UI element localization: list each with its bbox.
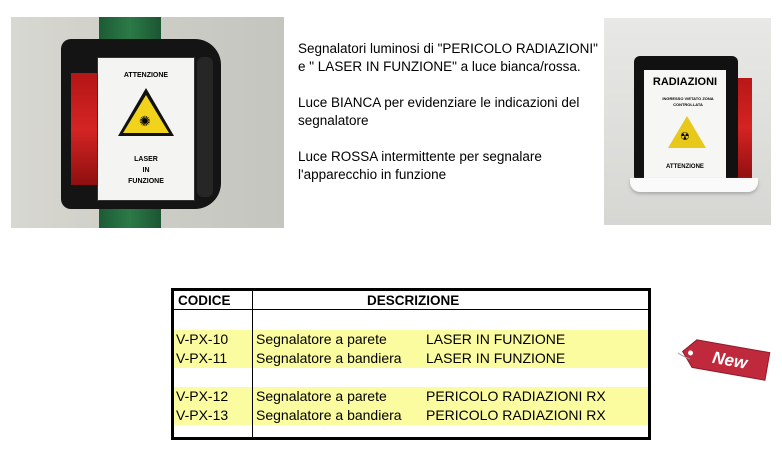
laser-symbol-icon: ✺ — [139, 113, 151, 129]
laser-warning-card — [97, 57, 195, 201]
device-base — [630, 178, 758, 192]
column-header-description: DESCRIZIONE — [367, 293, 460, 308]
product-label: LASER IN FUNZIONE — [426, 331, 566, 347]
product-label: PERICOLO RADIAZIONI RX — [426, 407, 606, 423]
product-label: PERICOLO RADIAZIONI RX — [426, 388, 606, 404]
table-row — [174, 330, 648, 349]
table-row — [174, 406, 648, 425]
card-subtitle: INGRESSO VIETATO ZONA CONTROLLATA — [662, 96, 714, 107]
card-footer: ATTENZIONE — [666, 164, 704, 170]
header-divider — [174, 309, 648, 310]
product-type: Segnalatore a parete — [256, 331, 387, 347]
table-row — [174, 387, 648, 406]
card-title: ATTENZIONE — [123, 72, 169, 79]
card-caption: LASER IN FUNZIONE — [128, 156, 164, 185]
product-photo-laser — [11, 17, 284, 228]
description-paragraph: Luce ROSSA intermittente per segnalare l'apparecchio in funzione — [298, 149, 542, 182]
description-paragraph: Segnalatori luminosi di "PERICOLO RADIAZIONI" e " LASER IN FUNZIONE" a luce bianca/rossa. — [298, 41, 598, 74]
table-row — [174, 349, 648, 368]
product-description — [298, 40, 603, 202]
radiation-warning-card — [644, 70, 726, 178]
product-code: V-PX-12 — [176, 388, 229, 404]
device-side-grip — [197, 57, 213, 197]
card-title: RADIAZIONI — [652, 76, 718, 88]
product-code-table — [171, 288, 651, 440]
product-code: V-PX-13 — [176, 407, 229, 423]
product-code: V-PX-10 — [176, 331, 229, 347]
product-type: Segnalatore a bandiera — [256, 407, 402, 423]
description-paragraph: Luce BIANCA per evidenziare le indicazioni del segnalatore — [298, 95, 580, 128]
column-divider — [252, 291, 253, 437]
radiation-symbol-icon: ☢ — [680, 131, 690, 143]
product-type: Segnalatore a bandiera — [256, 350, 402, 366]
product-label: LASER IN FUNZIONE — [426, 350, 566, 366]
new-tag-label: New — [710, 347, 749, 373]
product-code: V-PX-11 — [176, 350, 228, 366]
new-tag-badge — [676, 335, 774, 383]
column-header-code: CODICE — [178, 293, 231, 308]
product-type: Segnalatore a parete — [256, 388, 387, 404]
red-light-panel — [71, 73, 97, 185]
product-photo-radiation — [604, 18, 771, 225]
